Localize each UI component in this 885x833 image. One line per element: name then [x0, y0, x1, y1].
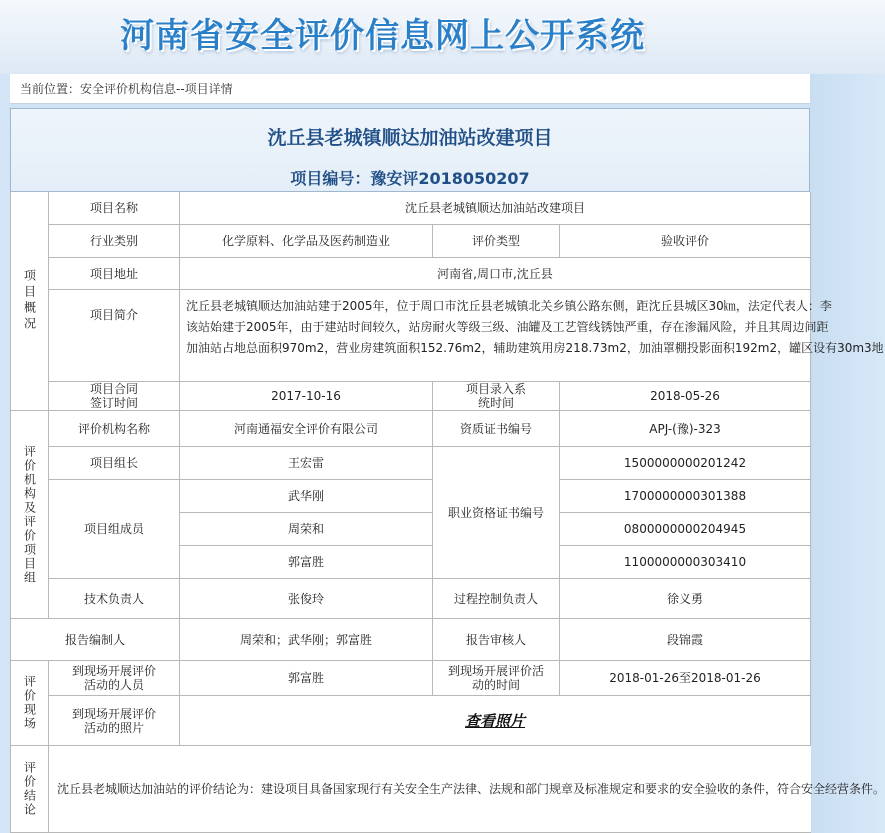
project-header: [10, 108, 810, 192]
label-report-reviewer: 报告审核人: [433, 619, 560, 661]
label-address: 项目地址: [49, 258, 180, 290]
value-tech-lead: 张俊玲: [180, 579, 433, 619]
project-code: 项目编号：豫安评2018050207: [290, 169, 530, 188]
label-name: 项目名称: [49, 192, 180, 225]
section-agency: [11, 411, 49, 619]
section-conclusion: [11, 746, 49, 833]
label-eval-type: 评价类型: [433, 225, 560, 258]
value-entry-time: 2018-05-26: [560, 382, 811, 411]
value-intro: [180, 290, 884, 382]
section-agency-label: 评价机构及评价项目组: [22, 444, 37, 585]
value-agency-name: 河南通福安全评价有限公司: [180, 411, 433, 447]
label-site-time: 到现场开展评价活动的时间: [433, 661, 560, 696]
intro-line: 该站始建于2005年，由于建站时间较久，站房耐火等级三级、油罐及工艺管线锈蚀严重，存在渗漏风险，并且其周边间距: [186, 320, 829, 334]
value-qual-cert: 1700000000301388: [560, 480, 811, 513]
section-site-label: 评价现场: [22, 675, 37, 731]
value-qual-cert: 0800000000204945: [560, 513, 811, 546]
intro-line: 沈丘县老城镇顺达加油站建于2005年，位于周口市沈丘县老城镇北关乡镇公路东侧，距沈丘县城区30㎞，法定代表人：李: [186, 299, 832, 313]
label-process-lead: 过程控制负责人: [433, 579, 560, 619]
value-site-people: 郭富胜: [180, 661, 433, 696]
label-intro: 项目简介: [49, 290, 180, 382]
value-report-reviewer: 段锦霞: [560, 619, 811, 661]
label-entry-time: 项目录入系统时间: [433, 382, 560, 411]
label-industry: 行业类别: [49, 225, 180, 258]
site-title: 河南省安全评价信息网上公开系统: [120, 16, 645, 56]
label-site-people: 到现场开展评价活动的人员: [49, 661, 180, 696]
label-cert-no: 资质证书编号: [433, 411, 560, 447]
value-report-author: 周荣和；武华刚；郭富胜: [180, 619, 433, 661]
value-address: 河南省,周口市,沈丘县: [180, 258, 811, 290]
section-overview-label: 项目概况: [22, 269, 37, 333]
conclusion-text: 沈丘县老城顺达加油站的评价结论为：建设项目具备国家现行有关安全生产法律、法规和部门规章及标准规定和要求的安全验收的条件，符合安全经营条件。: [57, 782, 885, 796]
label-site-photos: 到现场开展评价活动的照片: [49, 696, 180, 746]
label-tech-lead: 技术负责人: [49, 579, 180, 619]
value-leader: 王宏雷: [180, 447, 433, 480]
page-title: 沈丘县老城镇顺达加油站改建项目: [267, 127, 553, 149]
view-photos-link[interactable]: 查看照片: [464, 711, 525, 730]
value-name: 沈丘县老城镇顺达加油站改建项目: [180, 192, 811, 225]
value-qual-cert: 1500000000201242: [560, 447, 811, 480]
value-member: 武华刚: [180, 480, 433, 513]
label-agency-name: 评价机构名称: [49, 411, 180, 447]
section-conclusion-label: 评价结论: [22, 761, 37, 817]
section-overview: [11, 192, 49, 411]
value-contract-time: 2017-10-16: [180, 382, 433, 411]
value-site-time: 2018-01-26至2018-01-26: [560, 661, 811, 696]
intro-line: 加油站占地总面积970m2，营业房建筑面积152.76m2，辅助建筑用房218.73m2，加油罩棚投影面积192m2，罐区设有30m3地: [186, 341, 884, 355]
value-eval-type: 验收评价: [560, 225, 811, 258]
site-banner: [0, 0, 885, 74]
label-contract-time: 项目合同签订时间: [49, 382, 180, 411]
photo-cell: [180, 696, 811, 746]
label-members: 项目组成员: [49, 480, 180, 579]
breadcrumb: 当前位置：安全评价机构信息--项目详情: [10, 74, 810, 104]
value-process-lead: 徐义勇: [560, 579, 811, 619]
value-member: 郭富胜: [180, 546, 433, 579]
label-report-author: 报告编制人: [11, 619, 180, 661]
detail-table: [10, 192, 885, 833]
value-qual-cert: 1100000000303410: [560, 546, 811, 579]
section-site: [11, 661, 49, 746]
label-leader: 项目组长: [49, 447, 180, 480]
label-qual-cert: 职业资格证书编号: [433, 447, 560, 579]
value-member: 周荣和: [180, 513, 433, 546]
left-margin: [0, 74, 10, 833]
value-conclusion: [49, 746, 885, 833]
right-margin: [810, 74, 885, 833]
value-industry: 化学原料、化学品及医药制造业: [180, 225, 433, 258]
value-cert-no: APJ-(豫)-323: [560, 411, 811, 447]
